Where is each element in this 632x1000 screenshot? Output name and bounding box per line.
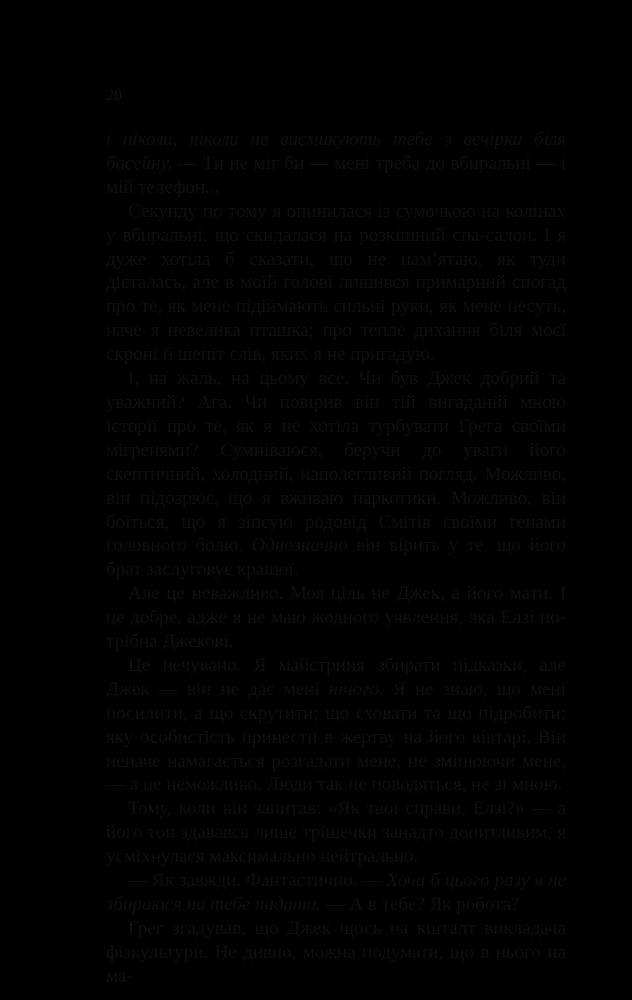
text-run: Але це неважливо. Моя ціль не Джек, а його мати. І це добре, адже я не маю жодного уявлення, яка Елзі потрібна Джекові. bbox=[106, 583, 566, 653]
italic-text: Однозначно bbox=[251, 535, 348, 557]
italic-text: Хоча б цього разу я не збираюся на тебе падати. bbox=[106, 870, 566, 915]
body-text bbox=[106, 128, 566, 989]
text-run: Грег згадував, що Джек щось на кшталт викладача фізкультури. Не дивно, можна подумати, що в нього на ма- bbox=[106, 917, 566, 987]
paragraph bbox=[106, 367, 566, 582]
text-run: Секунду по тому я опинилася із сумочкою на колінах у вбиральні, що скидалася на розкішний спа-салон. І я дуже хотіла б сказати, що не пам’ятаю, як туди дісталась, але в моїй голові лишився примарний спогад про те, як мене підіймають сильні руки, як мене несуть, наче я невелика пташка; про тепле дихання біля моєї скроні й шепіт слів, яких я не пригадую. bbox=[106, 200, 566, 366]
text-run: . Я не знаю, що мені посилити, а що скрутити; що сховати та що підробити; яку особистість принести в жертву на його вівтарі. Він неначе намагається розгадати мене, не змінюючи мене, — а це неможливо. Люди так не поводяться, не зі мною. bbox=[106, 678, 566, 796]
text-run: він вірить у те, що його брат заслуговує кращої. bbox=[106, 535, 566, 581]
paragraph bbox=[106, 582, 566, 654]
text-run: — А в тебе? Як робота? bbox=[321, 894, 520, 915]
paragraph bbox=[106, 200, 566, 367]
paragraph bbox=[106, 869, 566, 917]
text-run: Тому, коли він запитав: «Як твої справи, Елзі?» — а його тон здавався лише трішечки занадто допитливим, я усміхнулася максимально нейтрально. bbox=[106, 798, 566, 868]
text-run: І, на жаль, на цьому все. Чи був Джек добрий та уважний? Ага. Чи повірив він тій вигаданій мною історії про те, як я не хотіла турбувати Грега своїми мігренями? Сумніваюся, беручи до уваги його скептичний, холодний, наполегливий погляд. Можливо, він підозрює, що я вживаю наркотики. Можливо, він боїться, що я зіпсую родовід Смітів своїми генами головного болю. bbox=[106, 368, 566, 557]
page-number: 20 bbox=[106, 87, 122, 104]
text-run: — Ти не міг би — мені треба до вбиральні — і мій телефон... bbox=[106, 152, 566, 198]
paragraph bbox=[106, 654, 566, 797]
italic-text: нічого bbox=[328, 678, 379, 700]
paragraph bbox=[106, 797, 566, 869]
paragraph bbox=[106, 128, 566, 200]
text-run: — Як завжди. Фантастично. — bbox=[128, 870, 387, 892]
paragraph bbox=[106, 917, 566, 989]
italic-text: і ніколи, ніколи не висмикують тебе з вечірки біля басейну. bbox=[106, 129, 566, 174]
text-run: Це нечувано. Я майстриня збирати підказки, але Джек — він не дає мені bbox=[106, 654, 566, 700]
